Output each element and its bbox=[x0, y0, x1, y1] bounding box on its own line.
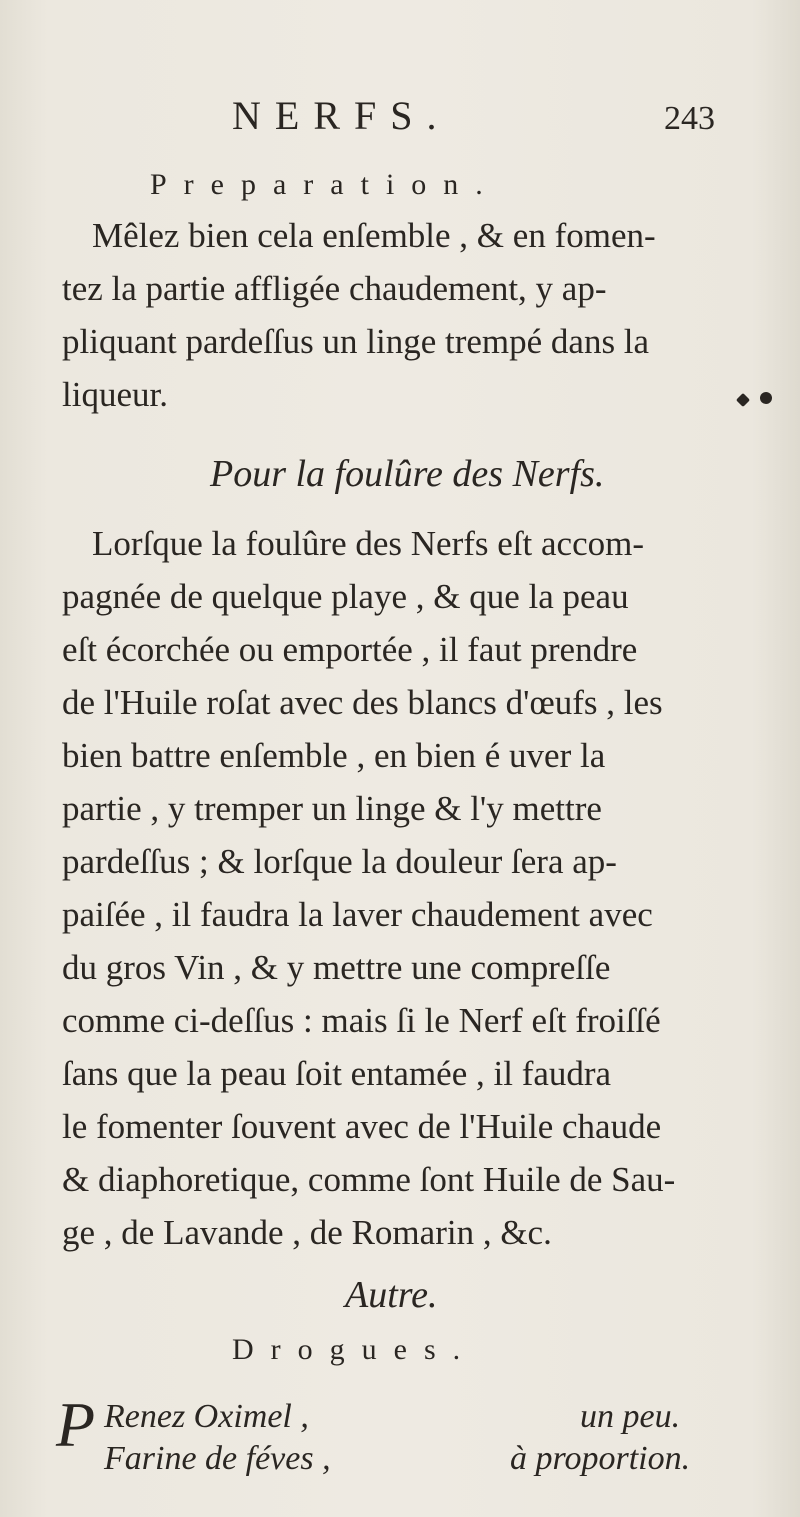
text-line: eſt écorchée ou emportée , il faut prendre bbox=[62, 630, 638, 669]
ingredient-name: Renez Oximel , bbox=[104, 1398, 309, 1435]
text-line: Mêlez bien cela enſemble , & en fomen- bbox=[92, 216, 656, 255]
text-line: de l'Huile roſat avec des blancs d'œufs , les bbox=[62, 683, 663, 722]
text-line: bien battre enſemble , en bien é uver la bbox=[62, 736, 606, 775]
text-line: & diaphoretique, comme ſont Huile de Sau- bbox=[62, 1160, 676, 1199]
text-line: ſans que la peau ſoit entamée , il faudra bbox=[62, 1054, 612, 1093]
subsection-title: Pour la foulûre des Nerfs. bbox=[210, 453, 605, 495]
ingredient-quantity: à proportion. bbox=[510, 1440, 691, 1477]
text-line: liqueur. bbox=[62, 375, 168, 414]
running-head: NERFS. bbox=[232, 93, 451, 138]
ornament-dot-icon bbox=[760, 392, 772, 404]
text-line: du gros Vin , & y mettre une compreſſe bbox=[62, 948, 611, 987]
text-line: pliquant pardeſſus un linge trempé dans la bbox=[62, 322, 650, 361]
ornament-diamond-icon bbox=[736, 393, 750, 407]
text-line: comme ci-deſſus : mais ſi le Nerf eſt froiſſé bbox=[62, 1001, 661, 1040]
section-heading-drogues: Drogues. bbox=[232, 1333, 478, 1366]
text-line: partie , y tremper un linge & l'y mettre bbox=[62, 789, 602, 828]
page-number: 243 bbox=[664, 100, 715, 137]
text-line: Lorſque la foulûre des Nerfs eſt accom- bbox=[92, 524, 644, 563]
subsection-title: Autre. bbox=[345, 1274, 438, 1316]
text-line: pagnée de quelque playe , & que la peau bbox=[62, 577, 629, 616]
text-line: paiſée , il faudra la laver chaudement avec bbox=[62, 895, 653, 934]
text-line: tez la partie affligée chaudement, y ap- bbox=[62, 269, 607, 308]
ingredient-quantity: un peu. bbox=[580, 1398, 681, 1435]
drop-cap: P bbox=[56, 1389, 96, 1460]
section-heading-preparation: Preparation. bbox=[150, 168, 500, 201]
text-line: le fomenter ſouvent avec de l'Huile chaude bbox=[62, 1107, 662, 1146]
ingredient-name: Farine de féves , bbox=[104, 1440, 331, 1477]
text-line: pardeſſus ; & lorſque la douleur ſera ap- bbox=[62, 842, 617, 881]
text-line: ge , de Lavande , de Romarin , &c. bbox=[62, 1213, 552, 1252]
